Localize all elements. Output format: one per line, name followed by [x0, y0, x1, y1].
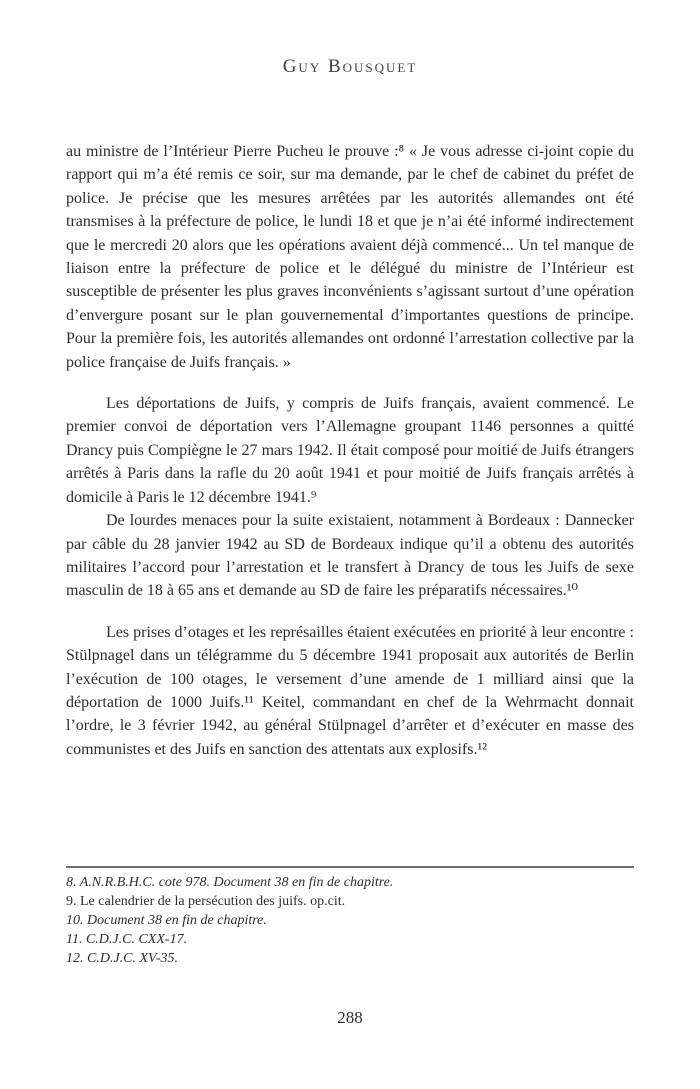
footnotes-block [66, 866, 634, 968]
body-paragraph: De lourdes menaces pour la suite existaient, notamment à Bordeaux : Dannecker par câble du 28 janvier 1942 au SD de Bordeaux indique qu’il a obtenu des autorités militaires l’accord pour l’arrestation et le transfert à Drancy de tous les Juifs de sexe masculin de 18 à 65 ans et demande au SD de faire les préparatifs nécessaires.¹⁰ [66, 512, 634, 600]
body-paragraph: Les déportations de Juifs, y compris de Juifs français, avaient commencé. Le premier convoi de déportation vers l’Allemagne groupant 1146 personnes a quitté Drancy puis Compiègne le 27 mars 1942. Il était composé pour moitié de Juifs étrangers arrêtés à Paris dans la rafle du 20 août 1941 et pour moitié de Juifs français arrêtés à domicile à Paris le 12 décembre 1941.⁹ [66, 395, 634, 506]
footnote-9: 9. Le calendrier de la persécution des juifs. op.cit. [66, 894, 346, 909]
body-text [66, 140, 634, 761]
body-paragraph: au ministre de l’Intérieur Pierre Pucheu le prouve :⁸ « Je vous adresse ci-joint copie du rapport qui m’a été remis ce soir, sur ma demande, par le chef de cabinet du préfet de police. Je précise que les mesures arrêtées par les autorités allemandes ont été transmises à la préfecture de police, le lundi 18 et que je n’ai été informé indirectement que le mercredi 20 alors que les opérations avaient déjà commencé... Un tel manque de liaison entre la préfecture de police et le délégué du ministre de l’Intérieur est susceptible de présenter les plus graves inconvénients s’agissant surtout d’une opération d’envergure posant sur le plan gouvernemental d’importantes questions de principe. Pour la première fois, les autorités allemandes ont ordonné l’arrestation collective par la police française de Juifs français. » [66, 143, 634, 371]
footnote-12: 12. C.D.J.C. XV-35. [66, 951, 178, 966]
footnote-11: 11. C.D.J.C. CXX-17. [66, 932, 188, 947]
page-number: 288 [337, 1008, 363, 1027]
footnote-10: 10. Document 38 en fin de chapitre. [66, 913, 267, 928]
body-paragraph: Les prises d’otages et les représailles étaient exécutées en priorité à leur encontre : Stülpnagel dans un télégramme du 5 décembre 1941 proposait aux autorités de Berlin l’exécution de 100 otages, le versement d’une amende de 1 milliard ainsi que la déportation de 1000 Juifs.¹¹ Keitel, commandant en chef de la Wehrmacht donnait l’ordre, le 3 février 1942, au général Stülpnagel d’arrêter et d’exécuter en masse des communistes et des Juifs en sanction des attentats aux explosifs.¹² [66, 623, 634, 758]
running-header: Guy Bousquet [282, 56, 418, 77]
footnote-8: 8. A.N.R.B.H.C. cote 978. Document 38 en fin de chapitre. [66, 875, 394, 890]
